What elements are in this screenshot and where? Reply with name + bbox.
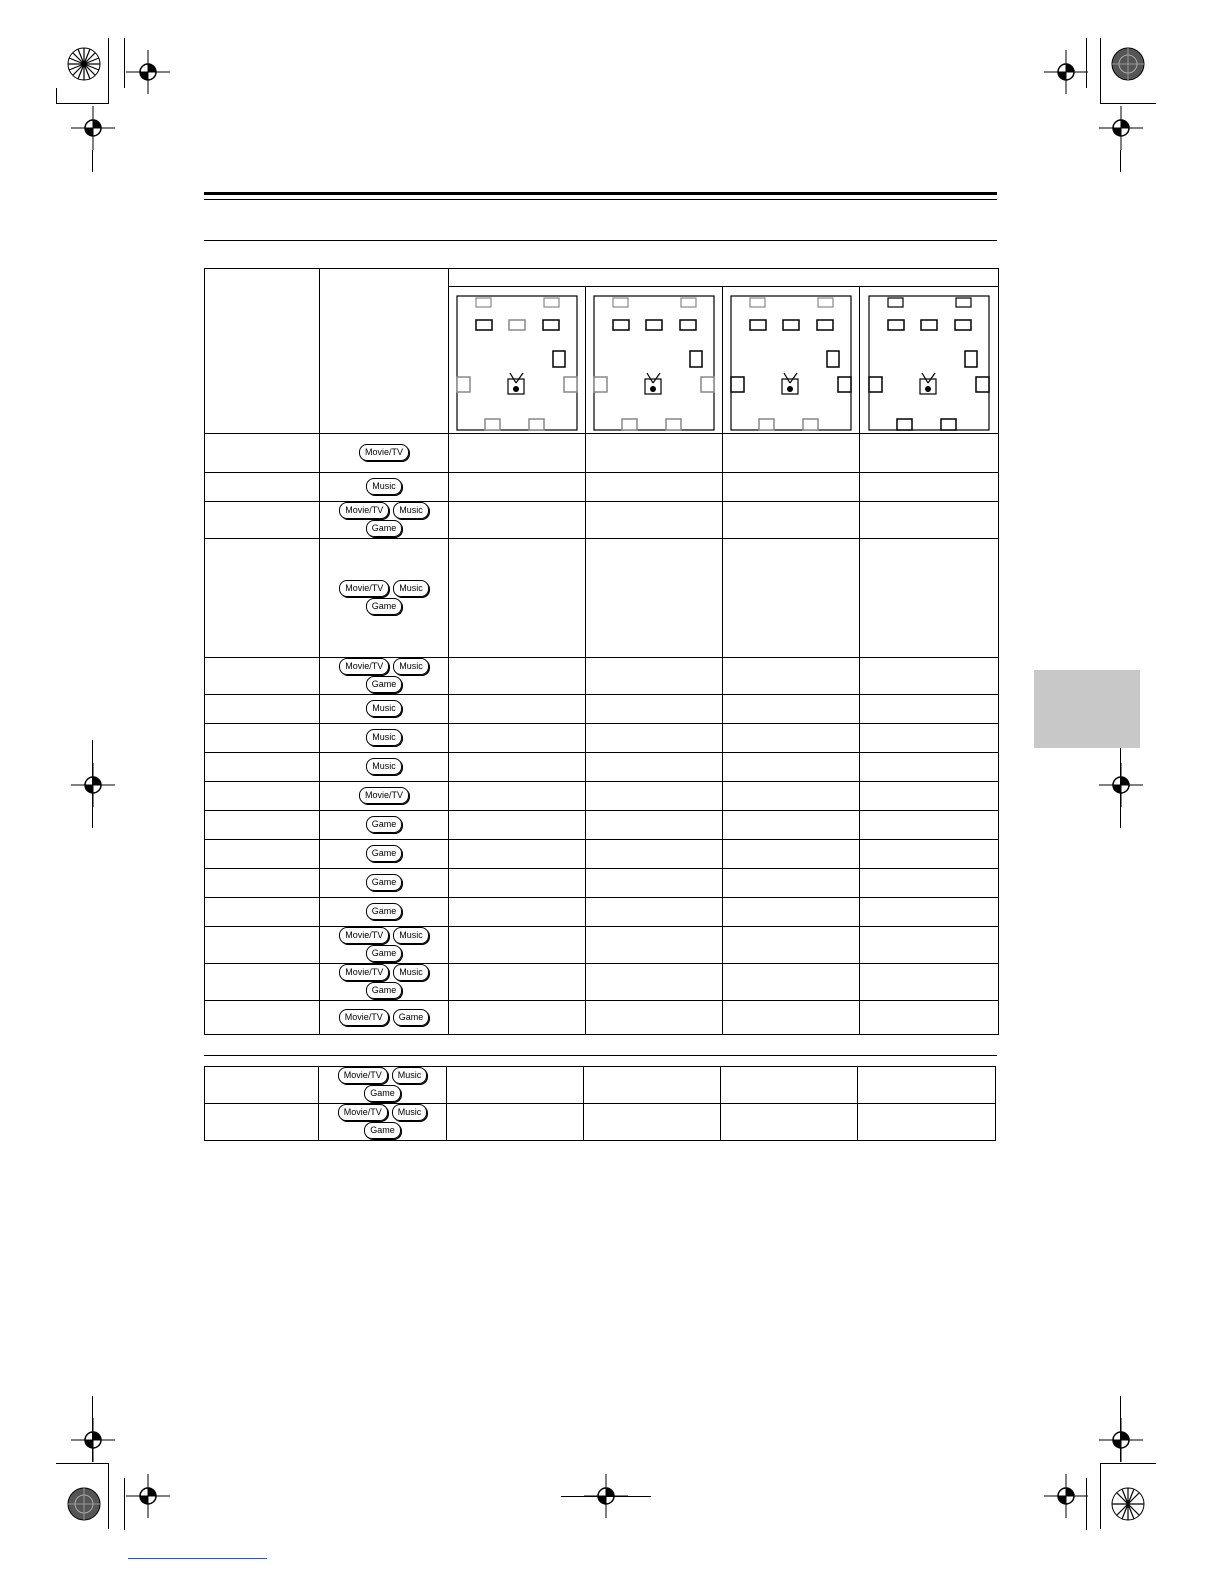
table-row [205,811,999,840]
layout-output-cell [723,898,860,927]
layout-output-cell [723,869,860,898]
layout-output-cell [449,502,586,539]
layout-output-cell [449,782,586,811]
music-mode-badge: Music [393,580,429,597]
mode-name-cell [205,927,320,964]
additional-mode-table [204,1066,996,1141]
mode-name-cell [205,753,320,782]
registration-mark-icon [1099,1418,1143,1462]
mode-name-cell [205,473,320,502]
table-row [205,869,999,898]
layout-output-cell [449,840,586,869]
mode-name-cell [205,502,320,539]
game-mode-badge: Game [366,816,403,833]
crop-line [56,88,57,103]
layout-output-cell [586,927,723,964]
layout-output-cell [586,840,723,869]
layout-output-cell [449,434,586,473]
speaker-layout-4 [860,287,999,434]
game-mode-badge: Game [366,520,403,537]
registration-mark-icon [71,106,115,150]
layout-output-cell [449,964,586,1001]
crop-line [56,1463,108,1464]
music-mode-badge: Music [392,1104,428,1121]
music-mode-badge: Music [392,1067,428,1084]
crop-line [1120,150,1121,172]
movie-mode-badge: Movie/TV [339,658,389,675]
music-mode-badge: Music [366,758,402,775]
mode-button-cell [320,695,449,724]
mode-button-cell [320,473,449,502]
crop-line [1100,38,1101,104]
layout-output-cell [860,811,999,840]
layout-output-cell [858,1067,996,1104]
layout-output-cell [449,1001,586,1035]
layout-output-cell [860,658,999,695]
layout-output-cell [723,695,860,724]
table-row [205,658,999,695]
speaker-layout-1 [449,287,586,434]
mode-name-cell [205,539,320,658]
speaker-layout-2 [586,287,723,434]
movie-mode-badge: Movie/TV [338,1067,388,1084]
table-row [205,502,999,539]
layout-output-cell [858,1104,996,1141]
table-row [205,927,999,964]
crop-line [1100,1463,1156,1464]
underline-link-mark [128,1558,267,1559]
layout-output-cell [584,1104,721,1141]
mode-button-cell [320,1001,449,1035]
game-mode-badge: Game [366,845,403,862]
mode-name-cell [205,964,320,1001]
table-row [205,782,999,811]
music-mode-badge: Music [366,478,402,495]
music-mode-badge: Music [393,502,429,519]
mode-button-cell [319,1067,447,1104]
layout-output-cell [586,964,723,1001]
crop-line [92,150,93,172]
mode-name-cell [205,695,320,724]
layout-output-cell [860,724,999,753]
layout-output-cell [449,695,586,724]
layout-output-cell [723,658,860,695]
layout-output-cell [723,502,860,539]
mode-button-cell [320,502,449,539]
layout-output-cell [586,782,723,811]
mode-button-cell [320,840,449,869]
layout-output-cell [723,964,860,1001]
listening-mode-table [204,268,999,1035]
crop-line [124,1478,125,1530]
game-mode-badge: Game [366,903,403,920]
music-mode-badge: Music [393,927,429,944]
layout-output-cell [449,473,586,502]
layout-output-cell [860,782,999,811]
layout-output-cell [449,724,586,753]
movie-mode-badge: Movie/TV [339,502,389,519]
table-row [205,434,999,473]
layout-output-cell [860,434,999,473]
music-mode-badge: Music [366,700,402,717]
header-mode-cell [205,269,320,434]
game-mode-badge: Game [393,1009,430,1026]
table-row [205,695,999,724]
game-mode-badge: Game [366,874,403,891]
layout-output-cell [860,840,999,869]
mode-name-cell [205,869,320,898]
registration-mark-icon [1044,1474,1088,1518]
mode-button-cell [320,898,449,927]
table-row [205,539,999,658]
layout-output-cell [586,695,723,724]
mode-name-cell [205,898,320,927]
mode-button-cell [320,811,449,840]
layout-output-cell [723,539,860,658]
table-row [205,964,999,1001]
header-button-cell [320,269,449,434]
mode-name-cell [205,782,320,811]
layout-output-cell [586,539,723,658]
movie-mode-badge: Movie/TV [339,1009,389,1026]
radial-target-icon [66,1486,102,1522]
movie-mode-badge: Movie/TV [339,964,389,981]
table-row [205,753,999,782]
layout-output-cell [723,840,860,869]
layout-output-cell [860,898,999,927]
music-mode-badge: Music [393,658,429,675]
layout-output-cell [449,658,586,695]
game-mode-badge: Game [366,945,403,962]
layout-output-cell [721,1104,858,1141]
game-mode-badge: Game [364,1122,401,1139]
crop-line [56,103,108,104]
radial-target-icon [1110,1486,1146,1522]
layout-output-cell [860,753,999,782]
game-mode-badge: Game [364,1085,401,1102]
layout-output-cell [723,1001,860,1035]
mode-name-cell [205,724,320,753]
layout-output-cell [721,1067,858,1104]
section-rule [204,240,997,241]
registration-mark-icon [1099,763,1143,807]
layout-output-cell [860,869,999,898]
game-mode-badge: Game [366,676,403,693]
mode-button-cell [320,658,449,695]
game-mode-badge: Game [366,598,403,615]
layout-output-cell [860,539,999,658]
mode-name-cell [205,811,320,840]
mode-name-cell [205,840,320,869]
header-rule-thin [204,199,997,200]
layout-output-cell [723,927,860,964]
layout-output-cell [860,1001,999,1035]
mode-name-cell [205,1001,320,1035]
layout-output-cell [586,869,723,898]
crop-line [92,1396,93,1462]
table-row [205,898,999,927]
section-rule-2 [204,1055,997,1056]
radial-target-icon [66,46,102,82]
crop-line [1120,1396,1121,1462]
speaker-layout-diagram-icon [730,295,852,431]
crop-line [1100,103,1156,104]
layout-output-cell [586,473,723,502]
mode-name-cell [205,1067,319,1104]
crop-line [92,740,93,828]
table-row [205,1067,996,1104]
layout-output-cell [449,927,586,964]
layout-output-cell [860,695,999,724]
game-mode-badge: Game [366,982,403,999]
movie-mode-badge: Movie/TV [339,580,389,597]
layout-output-cell [586,898,723,927]
table-row [205,1104,996,1141]
table-row [205,1001,999,1035]
registration-mark-icon [1099,106,1143,150]
layout-output-cell [449,539,586,658]
movie-mode-badge: Movie/TV [359,444,409,461]
layout-output-cell [586,724,723,753]
crop-line [561,1496,651,1497]
table-row [205,724,999,753]
layout-output-cell [723,724,860,753]
speaker-layout-diagram-icon [456,295,578,431]
movie-mode-badge: Movie/TV [339,927,389,944]
layout-output-cell [449,869,586,898]
registration-mark-icon [126,50,170,94]
layout-output-cell [584,1067,721,1104]
speaker-layout-diagram-icon [868,295,990,431]
layout-output-cell [449,753,586,782]
mode-button-cell [320,724,449,753]
mode-button-cell [320,753,449,782]
table-row [205,840,999,869]
crop-line [1100,1463,1101,1529]
radial-target-icon [1110,46,1146,82]
layout-output-cell [723,434,860,473]
mode-button-cell [320,964,449,1001]
registration-mark-icon [71,763,115,807]
registration-mark-icon [1044,50,1088,94]
movie-mode-badge: Movie/TV [338,1104,388,1121]
layout-output-cell [447,1067,584,1104]
layout-output-cell [586,502,723,539]
mode-button-cell [320,539,449,658]
crop-line [124,38,125,88]
layout-output-cell [586,753,723,782]
mode-button-cell [319,1104,447,1141]
music-mode-badge: Music [393,964,429,981]
table-row [205,473,999,502]
layout-output-cell [449,811,586,840]
layout-output-cell [723,782,860,811]
movie-mode-badge: Movie/TV [359,787,409,804]
mode-button-cell [320,782,449,811]
layout-output-cell [586,658,723,695]
chapter-tab [1034,670,1140,748]
speaker-layout-diagram-icon [593,295,715,431]
layout-output-cell [723,753,860,782]
header-speaker-layout-cell [449,269,999,287]
layout-output-cell [860,927,999,964]
layout-output-cell [449,898,586,927]
header-rule-thick [204,192,997,195]
additional-mode-rows [205,1067,996,1141]
mode-rows [205,434,999,1035]
mode-button-cell [320,434,449,473]
registration-mark-icon [71,1418,115,1462]
layout-output-cell [447,1104,584,1141]
mode-name-cell [205,434,320,473]
crop-line [108,38,109,104]
speaker-layout-3 [723,287,860,434]
layout-output-cell [860,473,999,502]
mode-name-cell [205,658,320,695]
layout-output-cell [860,964,999,1001]
layout-output-cell [723,811,860,840]
layout-output-cell [586,811,723,840]
layout-output-cell [586,1001,723,1035]
registration-mark-icon [126,1474,170,1518]
music-mode-badge: Music [366,729,402,746]
mode-button-cell [320,869,449,898]
crop-line [1120,740,1121,828]
layout-output-cell [860,502,999,539]
layout-output-cell [723,473,860,502]
crop-line [108,1463,109,1529]
mode-button-cell [320,927,449,964]
layout-output-cell [586,434,723,473]
mode-name-cell [205,1104,319,1141]
